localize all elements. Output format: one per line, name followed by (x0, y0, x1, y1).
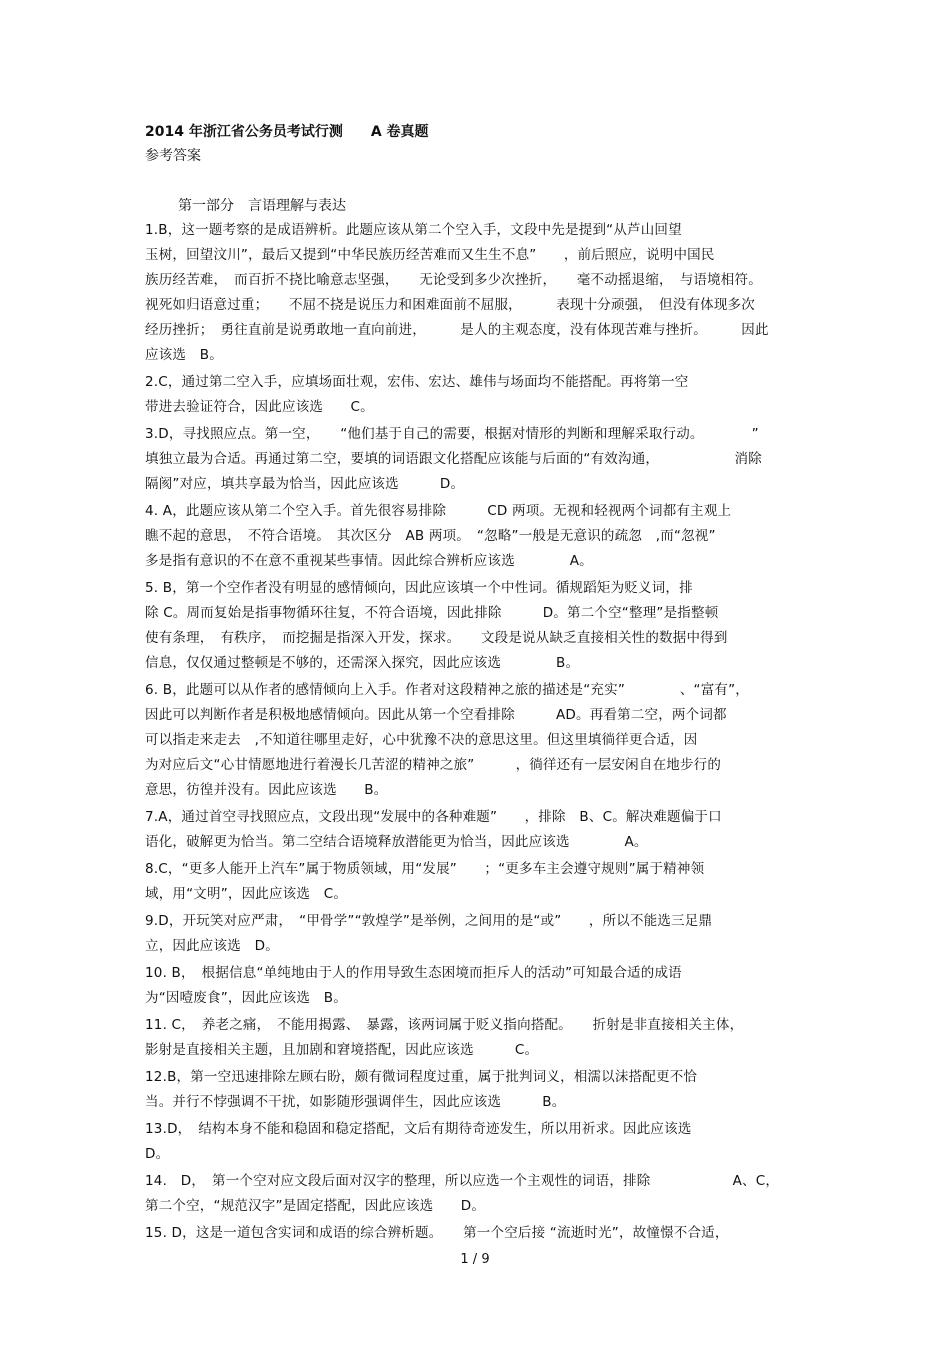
answer-line: 瞧不起的意思， 不符合语境。 其次区分 AB 两项。 “忽略”一般是无意识的疏忽 ,而“忽视” (145, 528, 716, 544)
answer-item (145, 805, 810, 855)
answer-line: 13.D， 结构本身不能和稳固和稳定搭配，文后有期待奇迹发生，所以用祈求。因此应该选 (145, 1121, 692, 1137)
answer-line: 立，因此应该选 D。 (145, 938, 279, 954)
document-title: 2014 年浙江省公务员考试行测 A 卷真题 (145, 124, 429, 140)
answer-item (145, 678, 810, 803)
answer-line: 11. C， 养老之痛， 不能用揭露、 暴露，该两词属于贬义指向搭配。 折射是非直接相关主体， (145, 1017, 744, 1033)
answer-line: D。 (145, 1146, 170, 1162)
answer-line: 应该选 B。 (145, 347, 223, 363)
answer-line: 为“因噎废食”，因此应该选 B。 (145, 990, 347, 1006)
answer-line: 10. B， 根据信息“单纯地由于人的作用导致生态困境而拒斥人的活动”可知最合适的成语 (145, 965, 682, 981)
answer-line: 域，用“文明”，因此应该选 C。 (145, 886, 348, 902)
answer-item (145, 422, 810, 497)
answer-item (145, 218, 810, 368)
answer-line: 信息，仅仅通过整顿是不够的，还需深入探究，因此应该选 B。 (145, 655, 580, 671)
answer-item (145, 1221, 810, 1246)
answer-line: 6. B，此题可以从作者的感情倾向上入手。作者对这段精神之旅的描述是“充实” 、“富有”， (145, 682, 750, 698)
answer-item (145, 370, 810, 420)
answer-line: 第二个空，“规范汉字”是固定搭配，因此应该选 D。 (145, 1198, 486, 1214)
answer-line: 3.D，寻找照应点。第一空， “他们基于自己的需要，根据对情形的判断和理解采取行动。 ” (145, 426, 759, 442)
answer-line: 可以指走来走去 ,不知道往哪里走好，心中犹豫不决的意思这里。但这里填徜徉更合适，因 (145, 732, 698, 748)
answer-line: 7.A，通过首空寻找照应点，文段出现“发展中的各种难题” ，排除 B、C。解决难题偏于口 (145, 809, 722, 825)
answer-item (145, 1013, 810, 1063)
answer-line: 因此可以判断作者是积极地感情倾向。因此从第一个空看排除 AD。再看第二空，两个词都 (145, 707, 727, 723)
answer-item (145, 857, 810, 907)
answer-line: 14. D， 第一个空对应文段后面对汉字的整理，所以应选一个主观性的词语，排除 A、C， (145, 1173, 780, 1189)
document-subtitle: 参考答案 (145, 148, 201, 164)
answer-line: 语化，破解更为恰当。第二空结合语境释放潜能更为恰当，因此应该选 A。 (145, 834, 648, 850)
answer-line: 影射是直接相关主题，且加剧和窘境搭配，因此应该选 C。 (145, 1042, 539, 1058)
answer-line: 5. B，第一个空作者没有明显的感情倾向，因此应该填一个中性词。循规蹈矩为贬义词，排 (145, 580, 693, 596)
answer-line: 4. A，此题应该从第二个空入手。首先很容易排除 CD 两项。无视和轻视两个词都有主观上 (145, 503, 732, 519)
answer-line: 意思，彷徨并没有。因此应该选 B。 (145, 782, 388, 798)
answer-line: 玉树，回望汶川”，最后又提到“中华民族历经苦难而又生生不息” ，前后照应，说明中国民 (145, 247, 715, 263)
answer-line: 9.D，开玩笑对应严肃， “甲骨学”“敦煌学”是举例，之间用的是“或” ，所以不能选三足鼎 (145, 913, 713, 929)
answer-line: 12.B，第一空迅速排除左顾右盼，颇有微词程度过重，属于批判词义，相濡以沫搭配更不恰 (145, 1069, 698, 1085)
answer-line: 15. D，这是一道包含实词和成语的综合辨析题。 第一个空后接 “流逝时光”，故憧憬不合适， (145, 1225, 729, 1241)
page-number: 1 / 9 (460, 1252, 490, 1267)
answer-line: 经历挫折； 勇往直前是说勇敢地一直向前进， 是人的主观态度，没有体现苦难与挫折。 因此 (145, 322, 769, 338)
answer-line: 2.C，通过第二空入手，应填场面壮观，宏伟、宏达、雄伟与场面均不能搭配。再将第一空 (145, 374, 689, 390)
answer-line: 填独立最为合适。再通过第二空，要填的词语跟文化搭配应该能与后面的“有效沟通， 消除 (145, 451, 762, 467)
answer-item (145, 961, 810, 1011)
answer-line: 为对应后文“心甘情愿地进行着漫长几苦涩的精神之旅” ，徜徉还有一层安闲自在地步行的 (145, 757, 722, 773)
section-heading: 第一部分 言语理解与表达 (178, 198, 346, 214)
answer-item (145, 499, 810, 574)
answer-line: 1.B，这一题考察的是成语辨析。此题应该从第二个空入手，文段中先是提到“从芦山回望 (145, 222, 682, 238)
answer-line: 多是指有意识的不在意不重视某些事情。因此综合辨析应该选 A。 (145, 553, 593, 569)
answer-item (145, 576, 810, 676)
answer-line: 使有条理， 有秩序， 而挖掘是指深入开发，探求。 文段是说从缺乏直接相关性的数据中得到 (145, 630, 728, 646)
answer-item (145, 1117, 810, 1167)
answer-line: 隔阂”对应，填共享最为恰当，因此应该选 D。 (145, 476, 465, 492)
answers-body (145, 218, 810, 1248)
answer-line: 8.C，“更多人能开上汽车”属于物质领域，用“发展” ；“更多车主会遵守规则”属于精神领 (145, 861, 705, 877)
answer-line: 除 C。周而复始是指事物循环往复，不符合语境，因此排除 D。第二个空“整理”是指整顿 (145, 605, 719, 621)
answer-line: 当。并行不悖强调不干扰，如影随形强调伴生，因此应该选 B。 (145, 1094, 566, 1110)
answer-line: 族历经苦难， 而百折不挠比喻意志坚强， 无论受到多少次挫折， 毫不动摇退缩， 与语境相符。 (145, 272, 762, 288)
answer-item (145, 1065, 810, 1115)
answer-item (145, 1169, 810, 1219)
answer-item (145, 909, 810, 959)
answer-line: 带进去验证符合，因此应该选 C。 (145, 399, 374, 415)
answer-line: 视死如归语意过重； 不屈不挠是说压力和困难面前不屈服， 表现十分顽强， 但没有体现多次 (145, 297, 755, 313)
